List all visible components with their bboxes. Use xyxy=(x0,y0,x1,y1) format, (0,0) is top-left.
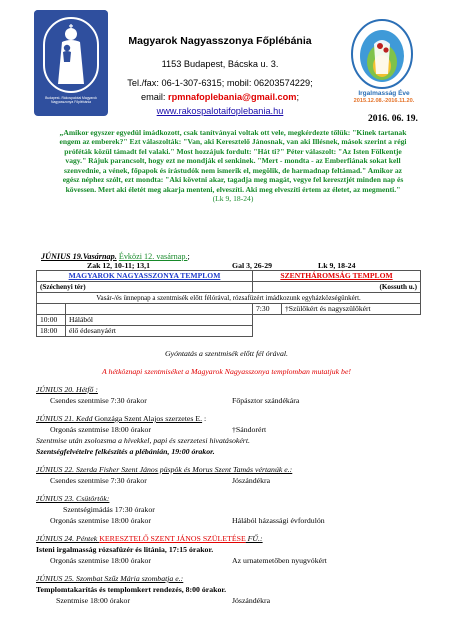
weekday-notice: A hétköznapi szentmiséket a Magyarok Nagyasszonya templomban mutatjuk be! xyxy=(101,367,352,376)
sunday-name: Évközi 12. vasárnap. xyxy=(118,252,188,261)
sunday-date: JÚNIUS 19.Vasárnap. xyxy=(41,252,117,261)
day-title-tuesday-saint: Gonzága Szent Alajos szerzetes E. xyxy=(94,414,203,423)
intention-monday: Főpásztor szándékára xyxy=(232,396,300,405)
adoration-thursday: Szentségimádás 17:30 órakor xyxy=(63,505,155,514)
email-link[interactable]: rpmnafoplebania@gmail.com xyxy=(168,92,297,102)
time-cell: 10:00 xyxy=(37,315,66,326)
day-title-tuesday xyxy=(36,414,436,424)
day-title-tuesday-end: : xyxy=(202,414,207,423)
parish-website xyxy=(110,106,330,116)
intention-cell xyxy=(282,326,421,337)
sunday-mass-table xyxy=(36,270,421,337)
reading-1: Zak 12, 10-11; 13,1 xyxy=(87,261,151,270)
intention-cell xyxy=(282,315,421,326)
sunday-end: ; xyxy=(187,252,190,261)
day-title-monday: JÚNIUS 20. Hétfő : xyxy=(36,385,98,394)
mass-tuesday: Orgonás szentmise 18:00 órakor xyxy=(50,425,151,434)
website-link[interactable]: www.rakospalotaifoplebania.hu xyxy=(156,106,284,116)
reading-3: Lk 9, 18-24 xyxy=(318,261,356,270)
parish-phone: Tel./fax: 06-1-307-6315; mobil: 06203574229; xyxy=(127,78,313,88)
confession-notice: Gyóntatás a szentmisék előtt fél órával. xyxy=(165,349,288,358)
saturday-note: Templomtakarítás és templomkert rendezés, 8:00 órakor. xyxy=(36,585,227,594)
parish-logo xyxy=(34,10,108,116)
email-label: email: xyxy=(140,92,169,102)
tuesday-note-1: Szentmise után zsolozsma a hívekkel, papi és szerzetesi hivatásokért. xyxy=(36,436,250,445)
logo-caption: Budapest- Rákospalotai Magyarok Nagyasszonya Főplébánia xyxy=(45,96,97,105)
intention-friday: Az urnatemetőben nyugvókért xyxy=(232,556,327,565)
time-cell xyxy=(253,326,282,337)
intention-thursday: Hálából házassági évfordulón xyxy=(232,516,325,525)
day-title-friday-end: FŰ.: xyxy=(245,534,263,543)
day-title-wednesday: JÚNIUS 22. Szerda Fisher Szent János püspök és Morus Szent Tamás vértanúk e.: xyxy=(36,465,293,474)
church1-location: (Széchenyi tér) xyxy=(37,282,253,293)
table-row xyxy=(37,315,421,326)
gospel-reference: (Lk 9, 18-24) xyxy=(212,194,254,204)
intention-cell: élő édesanyáért xyxy=(66,326,253,337)
day-title-tuesday-date: JÚNIUS 21. Kedd xyxy=(36,414,95,423)
day-title-thursday: JÚNIUS 23. Csütörtök: xyxy=(36,494,110,503)
day-title-friday xyxy=(36,534,436,544)
intention-wednesday: Jószándékra xyxy=(232,476,271,485)
intention-cell xyxy=(66,304,253,315)
intention-tuesday: †Sándorért xyxy=(232,425,267,434)
gospel-quote xyxy=(56,128,410,204)
day-title-friday-date: JÚNIUS 24. Péntek xyxy=(36,534,100,543)
mass-saturday: Szentmise 18:00 órakor xyxy=(56,596,131,605)
friday-note: Isteni irgalmasság rózsafüzér és litánia, 17:15 órakor. xyxy=(36,545,214,554)
time-cell xyxy=(253,315,282,326)
parish-address: 1153 Budapest, Bácska u. 3. xyxy=(161,59,279,69)
email-suffix: ; xyxy=(296,92,300,102)
mercy-year-title: Irgalmasság Éve xyxy=(358,90,410,97)
time-cell: 7:30 xyxy=(253,304,282,315)
mass-wednesday: Csendes szentmise 7:30 órakor xyxy=(50,476,147,485)
parish-email-line xyxy=(110,92,330,102)
parish-name: Magyarok Nagyasszonya Főplébánia xyxy=(128,35,312,47)
gospel-text: „Amikor egyszer egyedül imádkozott, csak tanítványai voltak ott vele, megkérdezte tőlük: "Kinek tartanak engem az emberek?" Ezt válaszolták: "Van, aki Keresztelő Jánosnak, van aki Illésnek, mások szerint a régi próféták közül támadt fel valaki." Most hozzájuk fordult: "Hát ti?" Péter válaszolt: "Az Isten Fölkentje vagy." Rájuk parancsolt, hogy ezt ne mondják el senkinek. "Mert - mondta - az Emberfiának sokat kell szenvednie, a vének, főpapok és írástudók nem ismerik el, megölik, de harmadnap feltámad." Amikor az egész néphez szólt, ezt mondta: "Aki követni akar, tagadja meg magát, vegye fel keresztjét minden nap és kövessen. Mert aki életét meg akarja menteni, elveszíti. Aki meg elveszíti értem az életet, az megmenti." xyxy=(59,128,407,194)
sunday-heading xyxy=(41,252,190,261)
madonna-icon xyxy=(34,10,108,96)
mercy-icon xyxy=(340,16,424,90)
day-title-saturday: JÚNIUS 25. Szombat Szűz Mária szombatja e.: xyxy=(36,574,184,583)
church1-name: MAGYAROK NAGYASSZONYA TEMPLOM xyxy=(37,271,253,282)
table-row xyxy=(37,326,421,337)
time-cell: 18:00 xyxy=(37,326,66,337)
rosary-note: Vasár-/és ünnepnap a szentmisék előtt félórával, rózsafüzért imádkozunk egyházközségünkért. xyxy=(37,293,421,304)
time-cell xyxy=(37,304,66,315)
day-title-friday-feast: KERESZTELŐ SZENT JÁNOS SZÜLETÉSE xyxy=(99,534,246,543)
intention-saturday: Jószándékra xyxy=(232,596,271,605)
mass-thursday: Orgonás szentmise 18:00 órakor xyxy=(50,516,151,525)
tuesday-note-2: Szentségfelvételre felkészítés a plébánián, 19:00 órakor. xyxy=(36,447,215,456)
church2-location: (Kossuth u.) xyxy=(253,282,421,293)
bulletin-date: 2016. 06. 19. xyxy=(368,114,418,124)
intention-cell: Hálából xyxy=(66,315,253,326)
church2-name: SZENTHÁROMSÁG TEMPLOM xyxy=(253,271,421,282)
mass-monday: Csendes szentmise 7:30 órakor xyxy=(50,396,147,405)
intention-cell: †Szülőkért és nagyszülőkért xyxy=(282,304,421,315)
mercy-year-dates: 2015.12.08.-2016.11.20. xyxy=(353,98,415,104)
mass-friday: Orgonás szentmise 18:00 órakor xyxy=(50,556,151,565)
reading-2: Gal 3, 26-29 xyxy=(232,261,273,270)
table-row xyxy=(37,304,421,315)
